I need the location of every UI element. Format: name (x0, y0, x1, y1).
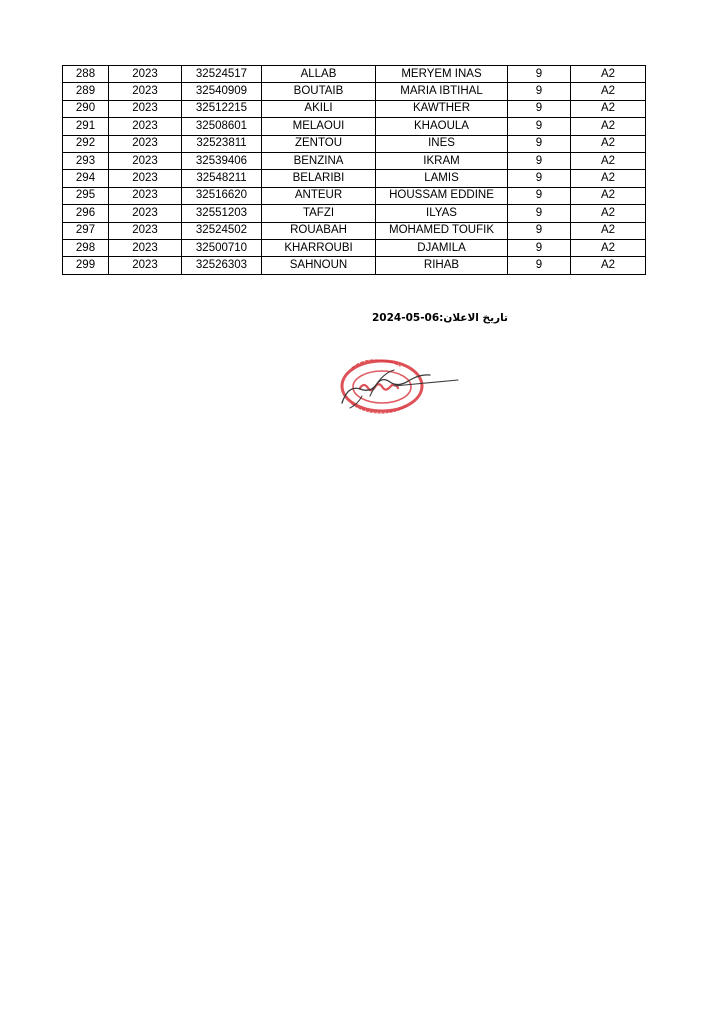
official-stamp-icon (330, 356, 470, 416)
last-name-cell: BOUTAIB (262, 83, 376, 100)
first-name-cell: INES (376, 135, 508, 152)
row-number-cell: 299 (63, 257, 109, 274)
stamp-inner-marks (360, 384, 398, 390)
row-number-cell: 291 (63, 118, 109, 135)
row-number-cell: 290 (63, 100, 109, 117)
table-row (63, 100, 646, 117)
student-id-cell: 32516620 (182, 187, 262, 204)
year-cell: 2023 (109, 118, 182, 135)
first-name-cell: MARIA IBTIHAL (376, 83, 508, 100)
level-cell: A2 (571, 100, 646, 117)
level-cell: A2 (571, 118, 646, 135)
year-cell: 2023 (109, 83, 182, 100)
row-number-cell: 297 (63, 222, 109, 239)
first-name-cell: RIHAB (376, 257, 508, 274)
year-cell: 2023 (109, 152, 182, 169)
year-cell: 2023 (109, 100, 182, 117)
year-cell: 2023 (109, 205, 182, 222)
score-cell: 9 (508, 170, 571, 187)
last-name-cell: AKILI (262, 100, 376, 117)
student-id-cell: 32508601 (182, 118, 262, 135)
year-cell: 2023 (109, 257, 182, 274)
row-number-cell: 288 (63, 66, 109, 83)
level-cell: A2 (571, 66, 646, 83)
first-name-cell: DJAMILA (376, 239, 508, 256)
first-name-cell: HOUSSAM EDDINE (376, 187, 508, 204)
row-number-cell: 296 (63, 205, 109, 222)
last-name-cell: TAFZI (262, 205, 376, 222)
level-cell: A2 (571, 257, 646, 274)
year-cell: 2023 (109, 239, 182, 256)
results-table-body (63, 66, 646, 275)
score-cell: 9 (508, 152, 571, 169)
announcement-date-line (370, 312, 508, 324)
last-name-cell: ANTEUR (262, 187, 376, 204)
first-name-cell: ILYAS (376, 205, 508, 222)
score-cell: 9 (508, 257, 571, 274)
level-cell: A2 (571, 187, 646, 204)
student-id-cell: 32539406 (182, 152, 262, 169)
table-row (63, 239, 646, 256)
table-row (63, 187, 646, 204)
score-cell: 9 (508, 222, 571, 239)
signature-icon (342, 370, 458, 408)
row-number-cell: 292 (63, 135, 109, 152)
table-row (63, 257, 646, 274)
first-name-cell: KAWTHER (376, 100, 508, 117)
last-name-cell: KHARROUBI (262, 239, 376, 256)
row-number-cell: 289 (63, 83, 109, 100)
year-cell: 2023 (109, 222, 182, 239)
first-name-cell: LAMIS (376, 170, 508, 187)
level-cell: A2 (571, 222, 646, 239)
last-name-cell: SAHNOUN (262, 257, 376, 274)
level-cell: A2 (571, 83, 646, 100)
score-cell: 9 (508, 135, 571, 152)
year-cell: 2023 (109, 66, 182, 83)
results-table (62, 65, 646, 275)
student-id-cell: 32524517 (182, 66, 262, 83)
student-id-cell: 32524502 (182, 222, 262, 239)
table-row (63, 66, 646, 83)
first-name-cell: MOHAMED TOUFIK (376, 222, 508, 239)
student-id-cell: 32512215 (182, 100, 262, 117)
student-id-cell: 32500710 (182, 239, 262, 256)
level-cell: A2 (571, 152, 646, 169)
table-row (63, 83, 646, 100)
level-cell: A2 (571, 205, 646, 222)
first-name-cell: IKRAM (376, 152, 508, 169)
score-cell: 9 (508, 187, 571, 204)
table-row (63, 152, 646, 169)
table-row (63, 222, 646, 239)
last-name-cell: MELAOUI (262, 118, 376, 135)
last-name-cell: ROUABAH (262, 222, 376, 239)
announcement-label: تاريخ الاعلان: (439, 312, 508, 324)
table-row (63, 170, 646, 187)
score-cell: 9 (508, 239, 571, 256)
score-cell: 9 (508, 66, 571, 83)
announcement-date: 2024-05-06 (372, 312, 440, 324)
row-number-cell: 295 (63, 187, 109, 204)
score-cell: 9 (508, 205, 571, 222)
student-id-cell: 32523811 (182, 135, 262, 152)
year-cell: 2023 (109, 135, 182, 152)
last-name-cell: BENZINA (262, 152, 376, 169)
student-id-cell: 32526303 (182, 257, 262, 274)
last-name-cell: ALLAB (262, 66, 376, 83)
row-number-cell: 298 (63, 239, 109, 256)
table-row (63, 118, 646, 135)
student-id-cell: 32540909 (182, 83, 262, 100)
row-number-cell: 293 (63, 152, 109, 169)
last-name-cell: ZENTOU (262, 135, 376, 152)
level-cell: A2 (571, 170, 646, 187)
year-cell: 2023 (109, 170, 182, 187)
table-row (63, 205, 646, 222)
score-cell: 9 (508, 83, 571, 100)
student-id-cell: 32548211 (182, 170, 262, 187)
score-cell: 9 (508, 100, 571, 117)
score-cell: 9 (508, 118, 571, 135)
first-name-cell: KHAOULA (376, 118, 508, 135)
student-id-cell: 32551203 (182, 205, 262, 222)
last-name-cell: BELARIBI (262, 170, 376, 187)
level-cell: A2 (571, 239, 646, 256)
table-row (63, 135, 646, 152)
year-cell: 2023 (109, 187, 182, 204)
row-number-cell: 294 (63, 170, 109, 187)
first-name-cell: MERYEM INAS (376, 66, 508, 83)
level-cell: A2 (571, 135, 646, 152)
